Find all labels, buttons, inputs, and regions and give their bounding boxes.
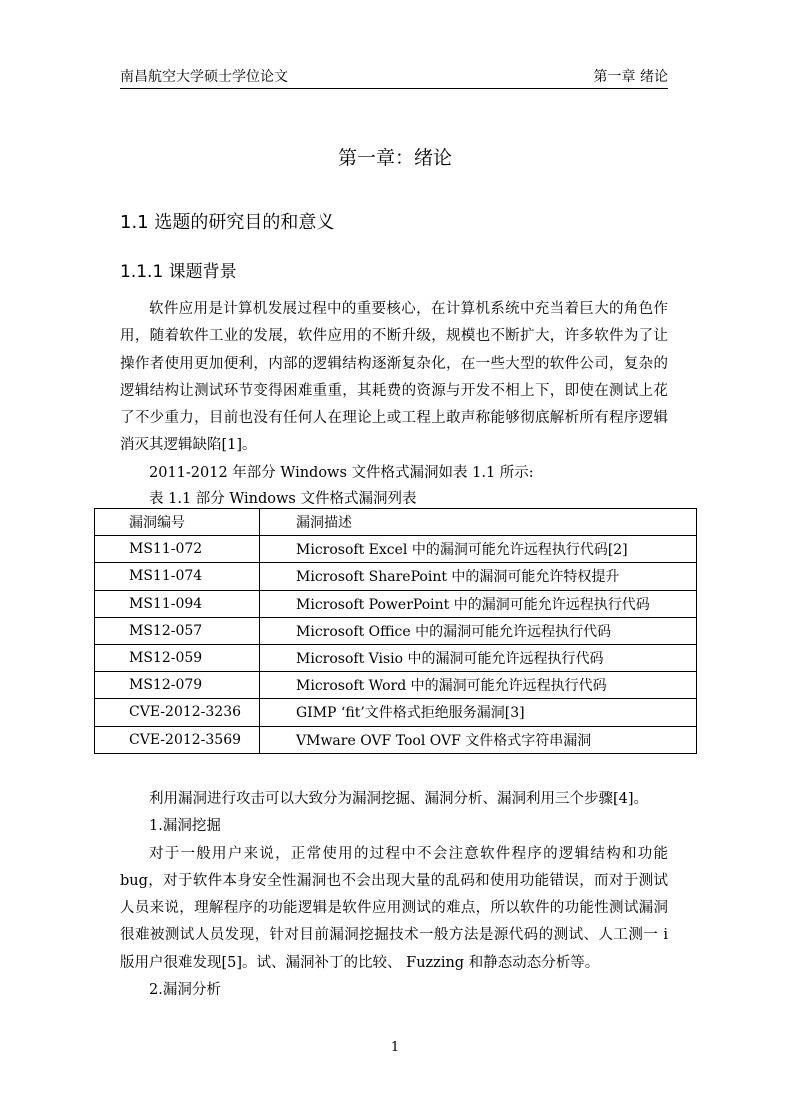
table-cell-description: Microsoft Word 中的漏洞可能允许远程执行代码: [260, 672, 697, 699]
table-cell-id: MS12-059: [95, 644, 260, 671]
list-item-vuln-mining: 1.漏洞挖掘: [149, 818, 221, 835]
table-row: [95, 672, 697, 699]
paragraph-attack-steps: 利用漏洞进行攻击可以大致分为漏洞挖掘、漏洞分析、漏洞利用三个步骤[4]。: [149, 791, 649, 807]
table-cell-id: MS11-072: [95, 536, 260, 563]
table-cell-description: Microsoft Excel 中的漏洞可能允许远程执行代码[2]: [260, 536, 697, 563]
table-header-description: 漏洞描述: [260, 509, 697, 536]
table-cell-id: MS11-074: [95, 563, 260, 590]
paragraph-background: 软件应用是计算机发展过程中的重要核心，在计算机系统中充当着巨大的角色作用，随着软件工业的发展，软件应用的不断升级，规模也不断扩大，许多软件为了让操作者使用更加便利，内部的逻辑结构逐渐复杂化，在一些大型的软件公司，复杂的逻辑结构让测试环节变得困难重重，其耗费的资源与开发不相上下，即使在测试上花了不少重力，目前也没有任何人在理论上或工程上敢声称能够彻底解析所有程序逻辑消灭其逻辑缺陷[1]。: [120, 301, 668, 454]
chapter-title: 第一章：绪论: [337, 147, 452, 169]
table-row: [95, 699, 697, 726]
table-row: [95, 617, 697, 644]
table-cell-id: MS12-057: [95, 617, 260, 644]
list-item-vuln-analysis: 2.漏洞分析: [149, 982, 221, 999]
table-row: [95, 563, 697, 590]
section-title: 1.1 选题的研究目的和意义: [120, 212, 335, 233]
paragraph-table-intro: 2011-2012 年部分 Windows 文件格式漏洞如表 1.1 所示:: [149, 464, 534, 481]
table-cell-description: Microsoft Visio 中的漏洞可能允许远程执行代码: [260, 644, 697, 671]
table-header-row: [95, 509, 697, 536]
subsection-title: 1.1.1 课题背景: [120, 262, 237, 282]
table-cell-description: Microsoft SharePoint 中的漏洞可能允许特权提升: [260, 563, 697, 590]
header-chapter: 第一章 绪论: [593, 69, 668, 85]
table-cell-description: VMware OVF Tool OVF 文件格式字符串漏洞: [260, 726, 697, 753]
table-header-id: 漏洞编号: [95, 509, 260, 536]
table-cell-id: CVE-2012-3569: [95, 726, 260, 753]
running-header: [120, 66, 668, 89]
table-cell-id: MS11-094: [95, 590, 260, 617]
table-row: [95, 644, 697, 671]
header-thesis-title: 南昌航空大学硕士学位论文: [120, 69, 288, 85]
body-text-1: [120, 296, 668, 487]
table-row: [95, 536, 697, 563]
page-number: 1: [390, 1040, 400, 1055]
table-row: [95, 590, 697, 617]
table-row: [95, 726, 697, 753]
table-cell-id: MS12-079: [95, 672, 260, 699]
vulnerability-table: [94, 508, 697, 754]
table-cell-description: Microsoft Office 中的漏洞可能允许远程执行代码: [260, 617, 697, 644]
body-text-2: [120, 786, 668, 1004]
table-caption: 表 1.1 部分 Windows 文件格式漏洞列表: [149, 491, 417, 507]
table-cell-description: GIMP ‘fit’文件格式拒绝服务漏洞[3]: [260, 699, 697, 726]
table-cell-description: Microsoft PowerPoint 中的漏洞可能允许远程执行代码: [260, 590, 697, 617]
paragraph-vuln-mining: 对于一般用户来说，正常使用的过程中不会注意软件程序的逻辑结构和功能 bug，对于软件本身安全性漏洞也不会出现大量的乱码和使用功能错误，而对于测试人员来说，理解程序的功能逻辑是软件应用测试的难点，所以软件的功能性测试漏洞很难被测试人员发现，针对目前漏洞挖掘技术一般方法是源代码的测试、人工测一 i 版用户很难发现[5]。试、漏洞补丁的比较、 Fuzzing 和静态动态分析等。: [120, 845, 668, 971]
table-cell-id: CVE-2012-3236: [95, 699, 260, 726]
